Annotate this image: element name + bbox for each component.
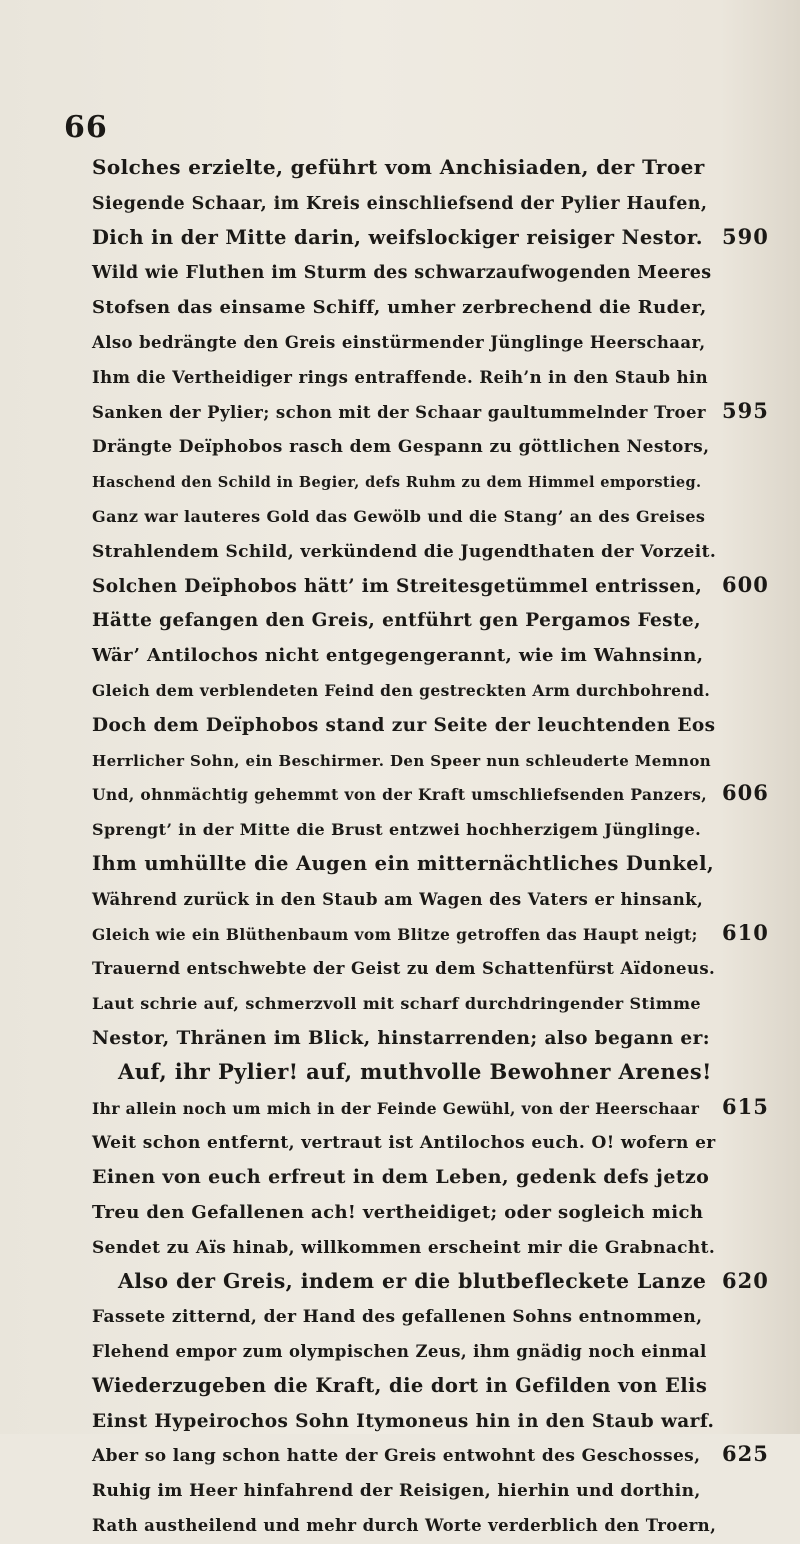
verse-text: Aber so lang schon hatte der Greis entwohnt des Geschosses, — [92, 1446, 701, 1467]
verse-text: Und, ohnmächtig gehemmt von der Kraft umschliefsenden Panzers, — [92, 785, 708, 805]
verse-line — [0, 1472, 708, 1507]
verse-text: Wiederzugeben die Kraft, die dort in Gefilden von Elis — [92, 1373, 708, 1397]
line-number: 600 — [722, 571, 769, 597]
verse-line — [0, 1403, 715, 1438]
verse-line — [0, 498, 708, 533]
verse-text: Strahlendem Schild, verkündend die Jugendthaten der Vorzeit. — [92, 541, 717, 562]
verse-line — [0, 742, 712, 777]
verse-line — [0, 776, 769, 811]
line-number: 625 — [722, 1441, 769, 1467]
verse-text: Ihm die Vertheidiger rings entraffende. Reih’n in den Staub hin — [92, 367, 709, 387]
verse-line — [0, 254, 712, 289]
verse-line — [0, 707, 716, 742]
verse-line — [0, 1055, 712, 1090]
verse-text: Drängte Deïphobos rasch dem Gespann zu göttlichen Nestors, — [92, 437, 710, 458]
verse-text: Ganz war lauteres Gold das Gewölb und die Stang’ an des Greises — [92, 506, 706, 526]
verse-text: Also der Greis, indem er die blutbefleckete Lanze — [118, 1268, 707, 1293]
verse-line — [0, 394, 769, 429]
verse-line — [0, 1124, 716, 1159]
verse-line — [0, 672, 711, 707]
verse-text: Wär’ Antilochos nicht entgegengerannt, wie im Wahnsinn, — [92, 645, 704, 667]
verse-line — [0, 185, 708, 220]
verse-text: Solches erzielte, geführt vom Anchisiaden, der Troer — [92, 155, 705, 179]
verse-text: Treu den Gefallenen ach! vertheidiget; oder sogleich mich — [92, 1201, 704, 1223]
verse-line — [0, 1194, 708, 1229]
verse-line — [0, 324, 708, 359]
verse-text: Weit schon entfernt, vertraut ist Antilochos euch. O! wofern er — [92, 1133, 716, 1154]
verse-text: Gleich wie ein Blüthenbaum vom Blitze getroffen das Haupt neigt; — [92, 924, 698, 944]
verse-text: Nestor, Thränen im Blick, hinstarrenden; also begann er: — [92, 1027, 710, 1049]
verse-text: Einen von euch erfreut in dem Leben, gedenk defs jetzo — [92, 1166, 710, 1189]
verse-line — [0, 289, 708, 324]
verse-line — [0, 811, 708, 846]
line-number: 615 — [722, 1093, 769, 1119]
verse-text: Sprengt’ in der Mitte die Brust entzwei hochherzigem Jünglinge. — [92, 820, 702, 840]
verse-line — [0, 359, 708, 394]
verse-text: Einst Hypeirochos Sohn Itymoneus hin in den Staub warf. — [92, 1410, 715, 1432]
verse-line — [0, 533, 717, 568]
line-number: 606 — [722, 780, 769, 806]
verse-line — [0, 220, 769, 255]
verse-line — [0, 463, 708, 498]
verse-line — [0, 1437, 769, 1472]
verse-text: Sendet zu Aïs hinab, willkommen erscheint mir die Grabnacht. — [92, 1237, 716, 1258]
verse-text: Wild wie Fluthen im Sturm des schwarzaufwogenden Meeres — [92, 263, 712, 284]
poem-text — [0, 150, 800, 1542]
verse-text: Auf, ihr Pylier! auf, muthvolle Bewohner Arenes! — [118, 1058, 712, 1084]
verse-text: Siegende Schaar, im Kreis einschliefsend der Pylier Haufen, — [92, 193, 708, 214]
verse-text: Fassete zitternd, der Hand des gefallenen Sohns entnommen, — [92, 1307, 703, 1328]
verse-text: Gleich dem verblendeten Feind den gestreckten Arm durchbohrend. — [92, 680, 711, 700]
verse-line — [0, 846, 715, 881]
verse-line — [0, 1507, 717, 1542]
page-number: 66 — [64, 110, 108, 145]
verse-text: Laut schrie auf, schmerzvoll mit scharf durchdringender Stimme — [92, 994, 702, 1014]
verse-line — [0, 150, 708, 185]
verse-text: Stofsen das einsame Schiff, umher zerbrechend die Ruder, — [92, 297, 707, 319]
verse-text: Ihm umhüllte die Augen ein mitternächtliches Dunkel, — [92, 851, 715, 875]
verse-line — [0, 881, 708, 916]
verse-text: Während zurück in den Staub am Wagen des Vaters er hinsank, — [92, 889, 704, 909]
verse-text: Dich in der Mitte darin, weifslockiger reisiger Nestor. — [92, 225, 703, 249]
verse-line — [0, 950, 716, 985]
verse-text: Sanken der Pylier; schon mit der Schaar gaultummelnder Troer — [92, 402, 706, 422]
verse-text: Hätte gefangen den Greis, entführt gen Pergamos Feste, — [92, 610, 701, 632]
verse-line — [0, 1020, 708, 1055]
verse-line — [0, 1333, 708, 1368]
verse-text: Ihr allein noch um mich in der Feinde Gewühl, von der Heerschaar — [92, 1098, 700, 1118]
verse-line — [0, 1298, 708, 1333]
verse-text: Herrlicher Sohn, ein Beschirmer. Den Speer nun schleuderte Memnon — [92, 751, 712, 770]
line-number: 610 — [722, 919, 769, 945]
verse-line — [0, 1229, 716, 1264]
verse-line — [0, 602, 708, 637]
verse-text: Flehend empor zum olympischen Zeus, ihm gnädig noch einmal — [92, 1342, 707, 1362]
line-number: 590 — [722, 223, 769, 249]
verse-line — [0, 1159, 708, 1194]
verse-line — [0, 568, 769, 603]
verse-line — [0, 1368, 708, 1403]
verse-line — [0, 1090, 769, 1125]
verse-line — [0, 428, 708, 463]
verse-text: Haschend den Schild in Begier, defs Ruhm zu dem Himmel emporstieg. — [92, 474, 702, 492]
verse-text: Ruhig im Heer hinfahrend der Reisigen, hierhin und dorthin, — [92, 1481, 701, 1502]
verse-text: Doch dem Deïphobos stand zur Seite der leuchtenden Eos — [92, 714, 716, 736]
verse-text: Solchen Deïphobos hätt’ im Streitesgetümmel entrissen, — [92, 575, 703, 597]
line-number: 595 — [722, 397, 769, 423]
verse-line — [0, 637, 708, 672]
verse-line — [0, 985, 708, 1020]
verse-text: Rath austheilend und mehr durch Worte verderblich den Troern, — [92, 1516, 717, 1536]
line-number: 620 — [722, 1267, 769, 1293]
verse-line — [0, 1264, 769, 1299]
verse-text: Also bedrängte den Greis einstürmender Jünglinge Heerschaar, — [92, 332, 706, 352]
verse-line — [0, 916, 769, 951]
verse-text: Trauernd entschwebte der Geist zu dem Schattenfürst Aïdoneus. — [92, 959, 716, 979]
